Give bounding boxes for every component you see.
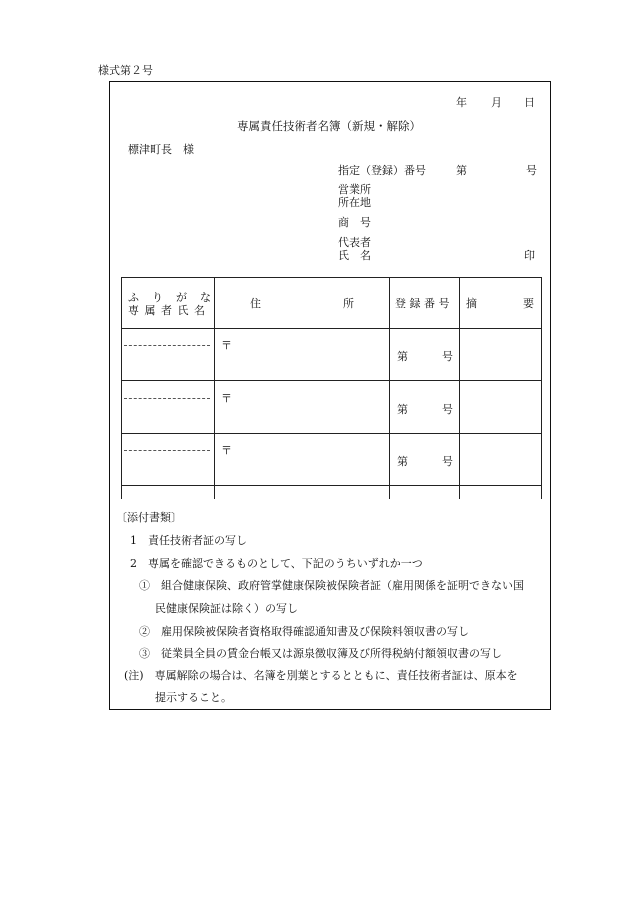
table-top-border (121, 277, 541, 278)
header-furigana: ふ り が な (128, 291, 212, 304)
reg-number-suffix: 号 (526, 164, 537, 177)
attachment-sub-1-line-2: 民健康保険証は除く）の写し (155, 602, 298, 615)
table-right-border (541, 277, 542, 499)
note-line-1: (注) 専属解除の場合は、名簿を別葉とするとともに、責任技術者証は、原本を (124, 669, 518, 682)
table-row-divider (121, 485, 541, 486)
row-reg-suffix: 号 (442, 403, 453, 416)
trade-name-label: 商 号 (338, 216, 371, 229)
representative-label-2: 氏 名 (338, 249, 371, 262)
office-label-1: 営業所 (338, 183, 371, 196)
header-name: 専 属 者 氏 名 (128, 304, 206, 317)
table-col-divider (459, 277, 460, 499)
attachments-heading: 〔添付書類〕 (116, 511, 182, 524)
attachment-sub-3: ③ 従業員全員の賃金台帳又は源泉徴収簿及び所得税納付額領収書の写し (139, 647, 502, 660)
reg-number-prefix: 第 (456, 164, 467, 177)
row-reg-prefix: 第 (397, 350, 408, 363)
form-number: 様式第２号 (98, 64, 153, 77)
table-col-divider (214, 277, 215, 499)
form-title: 専属責任技術者名簿（新規・解除） (237, 119, 421, 133)
table-row-divider (121, 433, 541, 434)
date-year: 年 (456, 96, 467, 109)
date-month: 月 (491, 96, 502, 109)
furigana-dashed-line (124, 450, 210, 451)
attachment-item-2: 2 専属を確認できるものとして、下記のうちいずれか一つ (130, 557, 423, 570)
row-reg-prefix: 第 (397, 403, 408, 416)
row-reg-suffix: 号 (442, 350, 453, 363)
addressee: 標津町長 様 (128, 143, 194, 156)
attachment-sub-1-line-1: ① 組合健康保険、政府管掌健康保険被保険者証（雇用関係を証明できない国 (139, 579, 524, 592)
attachment-item-1: 1 責任技術者証の写し (130, 534, 247, 547)
table-col-divider (389, 277, 390, 499)
postal-mark: 〒 (221, 444, 232, 457)
header-address-1: 住 (250, 297, 261, 310)
office-label-2: 所在地 (338, 196, 371, 209)
row-reg-prefix: 第 (397, 455, 408, 468)
representative-label-1: 代表者 (338, 236, 371, 249)
postal-mark: 〒 (221, 339, 232, 352)
seal-mark: 印 (524, 249, 535, 262)
table-header-bottom (121, 328, 541, 329)
header-address-2: 所 (343, 297, 354, 310)
attachment-sub-2: ② 雇用保険被保険者資格取得確認通知書及び保険料領収書の写し (139, 625, 469, 638)
header-remarks-1: 摘 (466, 297, 477, 310)
table-left-border (121, 277, 122, 499)
header-reg-no: 登 録 番 号 (395, 297, 450, 310)
form-frame (109, 81, 551, 710)
header-remarks-2: 要 (523, 297, 534, 310)
postal-mark: 〒 (221, 392, 232, 405)
table-row-divider (121, 380, 541, 381)
furigana-dashed-line (124, 398, 210, 399)
reg-number-label: 指定（登録）番号 (338, 164, 426, 177)
note-line-2: 提示すること。 (155, 691, 232, 704)
date-day: 日 (524, 96, 535, 109)
row-reg-suffix: 号 (442, 455, 453, 468)
furigana-dashed-line (124, 345, 210, 346)
